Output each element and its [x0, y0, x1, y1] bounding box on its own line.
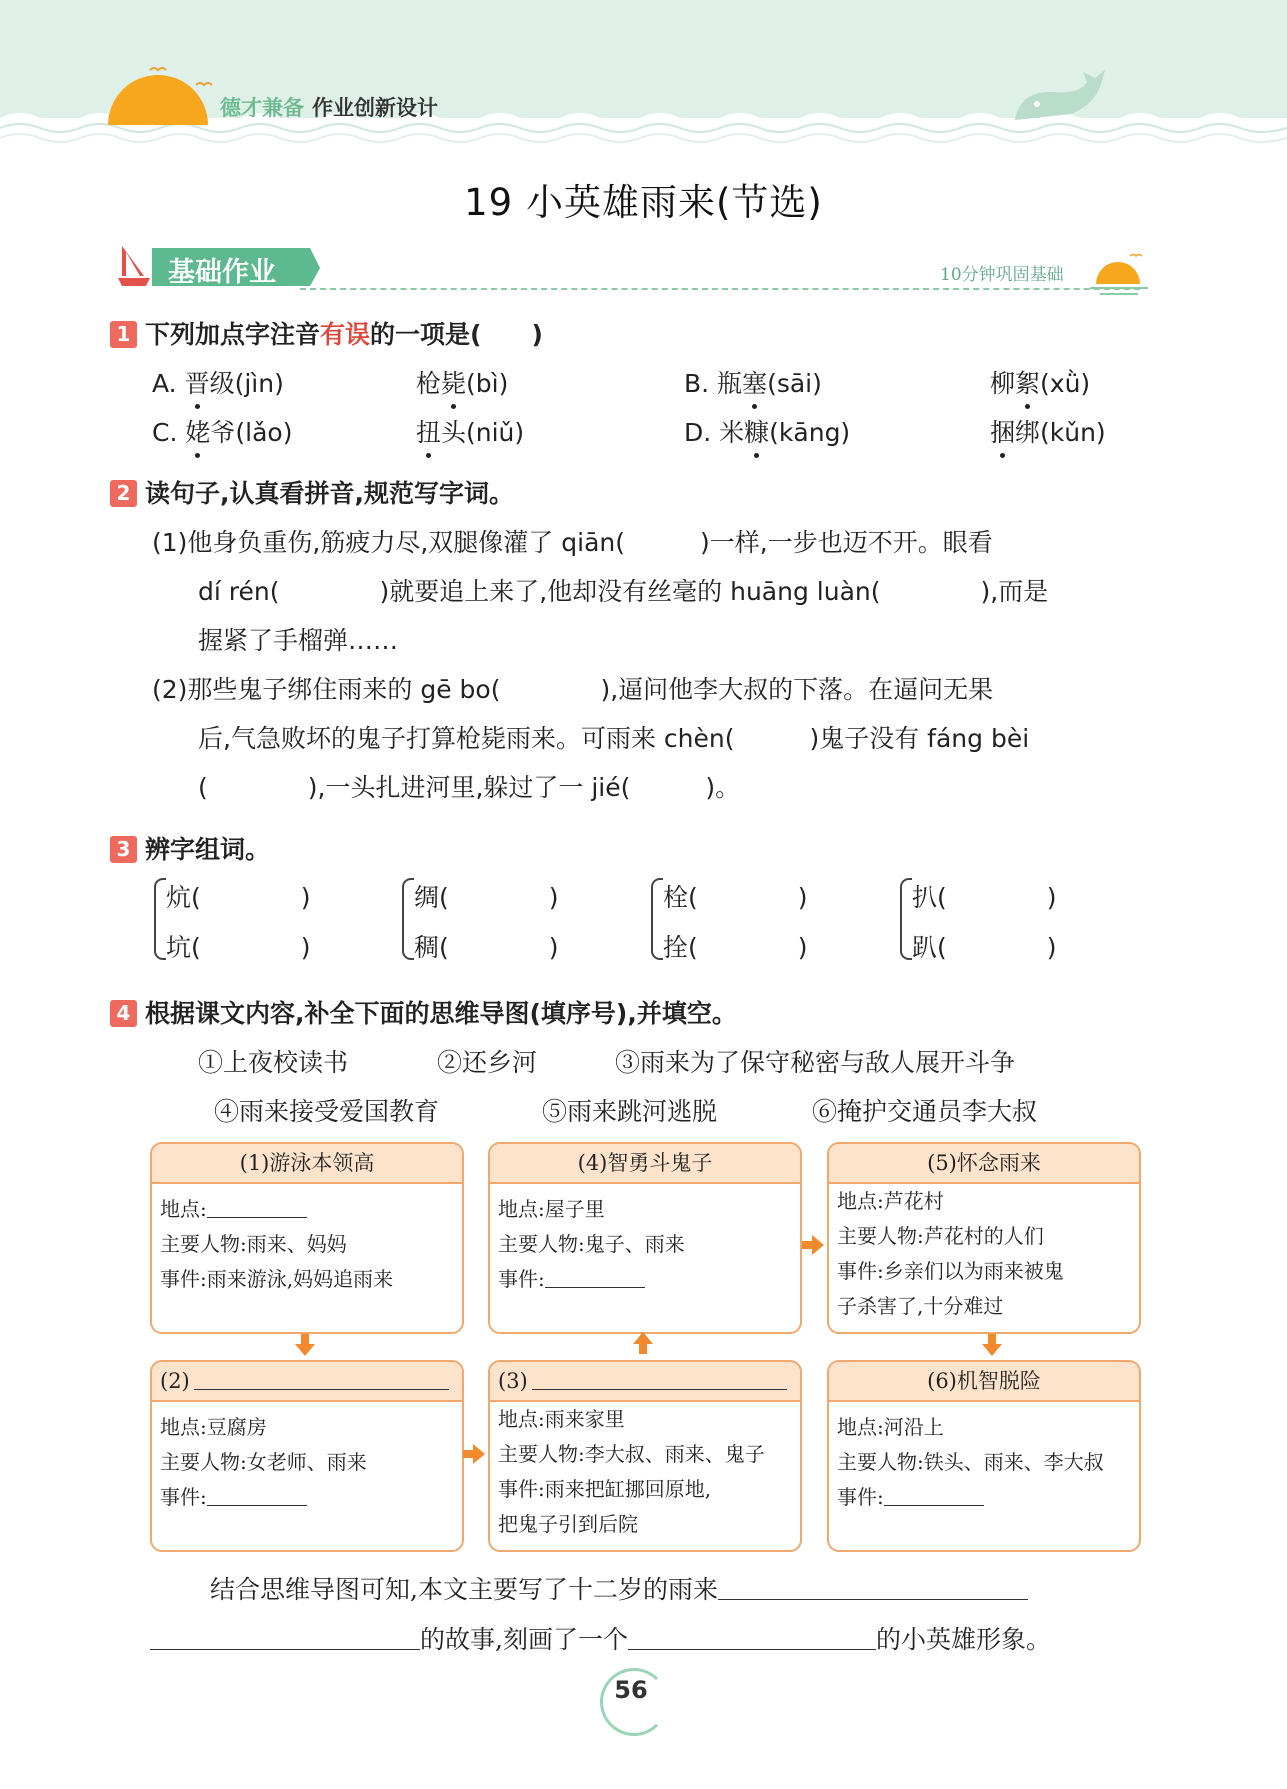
q3-pair2-top[interactable]: 绸( ) [414, 883, 559, 912]
q3-bracket-2 [402, 878, 414, 960]
q3-bracket-1 [154, 878, 166, 960]
q1-text-red: 有误 [320, 320, 371, 349]
box6-line-1: 地点:河沿上 [837, 1415, 944, 1439]
box1-blank[interactable] [207, 1216, 307, 1218]
mindmap-box-4 [488, 1142, 802, 1334]
summary-blank-3[interactable] [628, 1648, 876, 1650]
q4-text: 根据课文内容,补全下面的思维导图(填序号),并填空。 [145, 999, 737, 1028]
q2-number: 2 [110, 480, 137, 507]
q1-option-b1[interactable]: B. 瓶塞(sāi) [684, 364, 822, 400]
arrow-up-icon [633, 1332, 653, 1354]
q2-line-6: ( ),一头扎进河里,躲过了一 jié( )。 [198, 773, 741, 802]
mindmap-box-1 [150, 1142, 464, 1334]
box4-title: (4)智勇斗鬼子 [490, 1144, 800, 1184]
box5-line-4: 子杀害了,十分难过 [837, 1294, 1004, 1318]
box3-title-row [490, 1362, 800, 1402]
q3-bracket-3 [651, 878, 663, 960]
section-divider [300, 288, 1140, 290]
arrow-down-icon [295, 1334, 315, 1356]
box4-line-1: 地点:屋子里 [498, 1197, 605, 1221]
q2-line-1: (1)他身负重伤,筋疲力尽,双腿像灌了 qiān( )一样,一步也迈不开。眼看 [152, 528, 993, 557]
box4-line-3: 事件: [498, 1267, 545, 1291]
q4-header [110, 994, 737, 1030]
box3-line-3: 事件:雨来把缸挪回原地, [498, 1477, 712, 1501]
box4-blank[interactable] [545, 1286, 645, 1288]
q4-choice-4: ④雨来接受爱国教育 [214, 1097, 440, 1126]
box6-line-3: 事件: [837, 1485, 884, 1509]
box2-title: (2) [160, 1369, 190, 1393]
section-label: 基础作业 [168, 257, 276, 288]
box2-line-1: 地点:豆腐房 [160, 1415, 267, 1439]
q1-text-a: 下列加点字注音 [145, 320, 321, 349]
q2-header [110, 474, 514, 510]
box2-line-2: 主要人物:女老师、雨来 [160, 1450, 367, 1474]
q1-option-b2[interactable]: 柳絮(xǜ) [990, 364, 1090, 400]
q4-choice-2: ②还乡河 [437, 1048, 538, 1077]
brand-dark: 作业创新设计 [312, 96, 438, 120]
box2-blank[interactable] [207, 1504, 307, 1506]
box1-line-2: 主要人物:雨来、妈妈 [160, 1232, 347, 1256]
box3-title: (3) [498, 1369, 528, 1393]
box1-title: (1)游泳本领高 [152, 1144, 462, 1184]
box3-line-1: 地点:雨来家里 [498, 1407, 625, 1431]
box3-line-2: 主要人物:李大叔、雨来、鬼子 [498, 1442, 765, 1466]
q2-text: 读句子,认真看拼音,规范写字词。 [145, 479, 514, 508]
q4-choice-5: ⑤雨来跳河逃脱 [542, 1097, 718, 1126]
box6-line-2: 主要人物:铁头、雨来、李大叔 [837, 1450, 1104, 1474]
box5-title: (5)怀念雨来 [829, 1144, 1139, 1184]
summary-blank-2[interactable] [150, 1648, 420, 1650]
q3-number: 3 [110, 836, 137, 863]
q1-option-c1[interactable]: C. 姥爷(lǎo) [152, 413, 292, 449]
q4-choice-1: ①上夜校读书 [198, 1048, 349, 1077]
q1-text-b: 的一项是( ) [370, 320, 543, 349]
summary-text-c: 的小英雄形象。 [875, 1625, 1051, 1654]
q1-header [110, 315, 543, 351]
mindmap-box-6 [827, 1360, 1141, 1552]
summary-line-2 [150, 1620, 1051, 1656]
brand-green: 德才兼备 [220, 96, 304, 120]
q1-number: 1 [110, 321, 137, 348]
q3-pair1-bottom[interactable]: 坑( ) [166, 933, 311, 962]
header-decoration [0, 0, 1287, 150]
q4-choice-6: ⑥掩护交通员李大叔 [812, 1097, 1038, 1126]
q1-option-d1[interactable]: D. 米糠(kāng) [684, 413, 850, 449]
q3-pair3-bottom[interactable]: 拴( ) [663, 933, 808, 962]
q3-pair2-bottom[interactable]: 稠( ) [414, 933, 559, 962]
page-number: 56 [614, 1676, 648, 1704]
q2-line-5: 后,气急败坏的鬼子打算枪毙雨来。可雨来 chèn( )鬼子没有 fáng bèi [198, 724, 1030, 753]
q1-option-a1[interactable]: A. 晋级(jìn) [152, 364, 284, 400]
box3-title-blank[interactable] [532, 1388, 787, 1390]
mindmap-box-2 [150, 1360, 464, 1552]
brand [220, 92, 438, 122]
q1-option-a2[interactable]: 枪毙(bì) [416, 364, 508, 400]
box3-line-4: 把鬼子引到后院 [498, 1512, 638, 1536]
q3-text: 辨字组词。 [145, 835, 271, 864]
q1-option-c2[interactable]: 扭头(niǔ) [416, 413, 524, 449]
page-title: 19 小英雄雨来(节选) [464, 181, 823, 224]
box1-line-3: 事件:雨来游泳,妈妈追雨来 [160, 1267, 394, 1291]
q3-bracket-4 [900, 878, 912, 960]
arrow-right-icon [802, 1235, 824, 1255]
sun-icon [1090, 250, 1150, 298]
summary-text-a: 结合思维导图可知,本文主要写了十二岁的雨来 [210, 1575, 718, 1604]
box5-line-2: 主要人物:芦花村的人们 [837, 1224, 1044, 1248]
box2-title-row [152, 1362, 462, 1402]
q1-option-d2[interactable]: 捆绑(kǔn) [990, 413, 1106, 449]
q2-line-2: dí rén( )就要追上来了,他却没有丝毫的 huāng luàn( ),而是 [198, 577, 1049, 606]
box2-title-blank[interactable] [194, 1388, 449, 1390]
box1-line-1: 地点: [160, 1197, 207, 1221]
section-hint: 10分钟巩固基础 [940, 265, 1064, 285]
q3-pair1-top[interactable]: 炕( ) [166, 883, 311, 912]
q4-choice-3: ③雨来为了保守秘密与敌人展开斗争 [615, 1048, 1016, 1077]
box4-line-2: 主要人物:鬼子、雨来 [498, 1232, 685, 1256]
q3-header [110, 830, 270, 866]
q2-line-4: (2)那些鬼子绑住雨来的 gē bo( ),逼问他李大叔的下落。在逼问无果 [152, 675, 994, 704]
summary-blank-1[interactable] [718, 1598, 1028, 1600]
q3-pair4-bottom[interactable]: 趴( ) [912, 933, 1057, 962]
box5-line-1: 地点:芦花村 [837, 1189, 944, 1213]
box6-blank[interactable] [884, 1504, 984, 1506]
q4-number: 4 [110, 1000, 137, 1027]
arrow-right-icon [463, 1444, 485, 1464]
box2-line-3: 事件: [160, 1485, 207, 1509]
mindmap-box-3 [488, 1360, 802, 1552]
summary-text-b: 的故事,刻画了一个 [420, 1625, 628, 1654]
q3-pair3-top[interactable]: 栓( ) [663, 883, 808, 912]
q3-pair4-top[interactable]: 扒( ) [912, 883, 1057, 912]
box6-title: (6)机智脱险 [829, 1362, 1139, 1402]
q2-line-3: 握紧了手榴弹…… [198, 626, 399, 655]
arrow-down-icon [982, 1334, 1002, 1356]
mindmap-box-5 [827, 1142, 1141, 1334]
summary-line-1 [210, 1570, 1028, 1606]
box5-line-3: 事件:乡亲们以为雨来被鬼 [837, 1259, 1064, 1283]
